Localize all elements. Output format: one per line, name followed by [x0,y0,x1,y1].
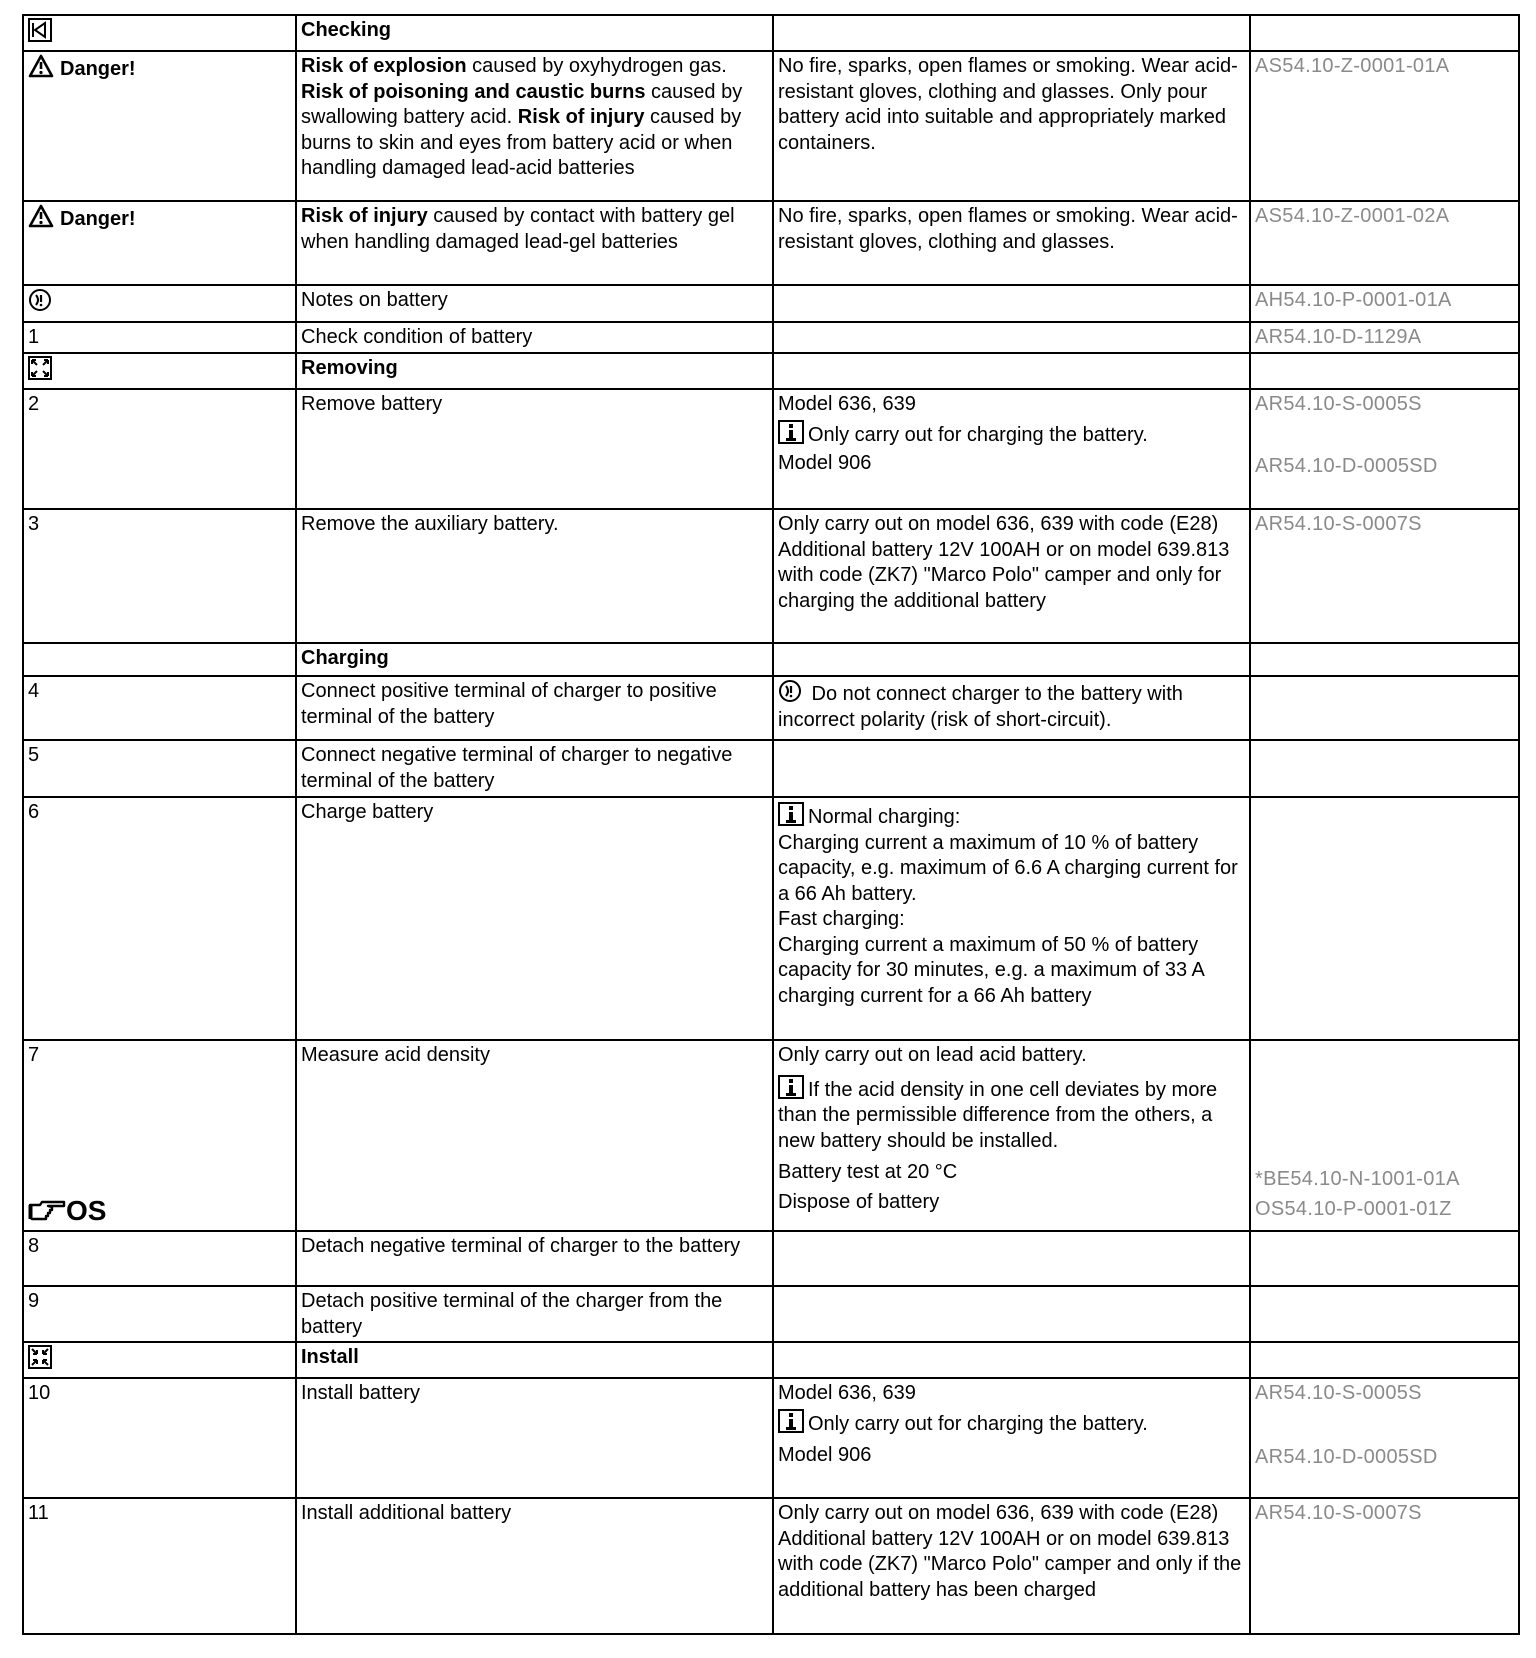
step-number: 9 [23,1286,296,1342]
step-label: Detach positive terminal of the charger from the battery [296,1286,773,1342]
symbol-cell [23,353,296,389]
step-label: Connect negative terminal of charger to negative terminal of the battery [296,740,773,797]
step-row-7 [23,1040,1519,1231]
step-notes: Model 636, 639 Only carry out for charging the battery. Model 906 [773,389,1250,509]
document-reference: AH54.10-P-0001-01A [1250,285,1519,322]
document-reference: AR54.10-S-0005S AR54.10-D-0005SD [1250,389,1519,509]
step-row-1 [23,322,1519,353]
danger-row-1 [23,51,1519,201]
section-row-install [23,1342,1519,1378]
symbol-cell [23,51,296,201]
procedure-table [22,14,1520,1635]
step-number: 11 [23,1498,296,1634]
document-reference: AR54.10-S-0007S [1250,509,1519,643]
step-row-2 [23,389,1519,509]
step-label: Install additional battery [296,1498,773,1634]
step-label: Connect positive terminal of charger to positive terminal of the battery [296,676,773,740]
info-box-icon [778,420,804,444]
step-label: Install battery [296,1378,773,1498]
step-row-10 [23,1378,1519,1498]
warning-triangle-icon [28,54,54,78]
danger-measure: No fire, sparks, open flames or smoking. Wear acid-resistant gloves, clothing and glasses. Only pour battery acid into suitable and appropriately marked containers. [773,51,1250,201]
step-notes: Only carry out on model 636, 639 with code (E28) Additional battery 12V 100AH or on model 639.813 with code (ZK7) "Marco Polo" camper and only for charging the additional battery [773,509,1250,643]
symbol-cell [23,1342,296,1378]
step-number: 3 [23,509,296,643]
step-number: 6 [23,797,296,1040]
section-row-removing [23,353,1519,389]
note-circle-icon [28,288,52,312]
document-reference: *BE54.10-N-1001-01A OS54.10-P-0001-01Z [1250,1040,1519,1231]
danger-text: Risk of explosion caused by oxyhydrogen gas. Risk of poisoning and caustic burns caused by swallowing battery acid. Risk of injury caused by burns to skin and eyes from battery acid or when handling damaged lead-acid batteries [296,51,773,201]
step-notes: Normal charging: Charging current a maximum of 10 % of battery capacity, e.g. maximum of 6.6 A charging current for a 66 Ah battery. Fast charging: Charging current a maximum of 50 % of battery capacity for 30 minutes, e.g. a maximum of 33 A charging current for a 66 Ah battery [773,797,1250,1040]
step-number: 10 [23,1378,296,1498]
section-title-checking: Checking [296,15,773,51]
step-number: 1 [23,322,296,353]
step-number: 8 [23,1231,296,1286]
section-row-charging [23,643,1519,676]
warning-triangle-icon [28,204,54,228]
info-box-icon [778,1075,804,1099]
step-label: Check condition of battery [296,322,773,353]
danger-row-2 [23,201,1519,285]
danger-label: Danger! [60,208,136,230]
info-box-icon [778,1409,804,1433]
step-row-9 [23,1286,1519,1342]
step-number-cell [23,1040,296,1231]
note-circle-icon [778,679,802,703]
step-label: Charge battery [296,797,773,1040]
section-row-checking [23,15,1519,51]
removing-icon [28,356,52,380]
danger-label: Danger! [60,58,136,80]
document-reference: AS54.10-Z-0001-01A [1250,51,1519,201]
symbol-cell [23,15,296,51]
step-label: Remove battery [296,389,773,509]
install-icon [28,1345,52,1369]
document-reference: AR54.10-S-0007S [1250,1498,1519,1634]
document-reference: AS54.10-Z-0001-02A [1250,201,1519,285]
step-row-6 [23,797,1519,1040]
step-row-4 [23,676,1519,740]
step-number: 4 [23,676,296,740]
os-label: OS [66,1195,107,1226]
step-notes: Do not connect charger to the battery with incorrect polarity (risk of short-circuit). [773,676,1250,740]
danger-measure: No fire, sparks, open flames or smoking. Wear acid-resistant gloves, clothing and glasses. [773,201,1250,285]
step-row-5 [23,740,1519,797]
step-label: Detach negative terminal of charger to the battery [296,1231,773,1286]
step-label: Remove the auxiliary battery. [296,509,773,643]
step-notes: Only carry out on lead acid battery. If the acid density in one cell deviates by more than the permissible difference from the others, a new battery should be installed. Battery test at 20 °C Dispose of battery [773,1040,1250,1231]
section-title-install: Install [296,1342,773,1378]
step-row-11 [23,1498,1519,1634]
pointing-hand-icon [28,1197,66,1223]
section-title-removing: Removing [296,353,773,389]
step-number: 5 [23,740,296,797]
step-row-8 [23,1231,1519,1286]
symbol-cell [23,201,296,285]
step-notes: Model 636, 639 Only carry out for charging the battery. Model 906 [773,1378,1250,1498]
info-box-icon [778,802,804,826]
section-title-charging: Charging [296,643,773,676]
document-reference: AR54.10-S-0005S AR54.10-D-0005SD [1250,1378,1519,1498]
document-reference: AR54.10-D-1129A [1250,322,1519,353]
danger-text: Risk of injury caused by contact with battery gel when handling damaged lead-gel batteries [296,201,773,285]
step-row-3 [23,509,1519,643]
symbol-cell [23,285,296,322]
step-number: 7 [28,1044,40,1066]
step-label: Measure acid density [296,1040,773,1231]
step-number: 2 [23,389,296,509]
notes-row [23,285,1519,322]
step-notes: Only carry out on model 636, 639 with code (E28) Additional battery 12V 100AH or on model 639.813 with code (ZK7) "Marco Polo" camper and only if the additional battery has been charged [773,1498,1250,1634]
checking-icon [28,18,52,42]
notes-label: Notes on battery [296,285,773,322]
